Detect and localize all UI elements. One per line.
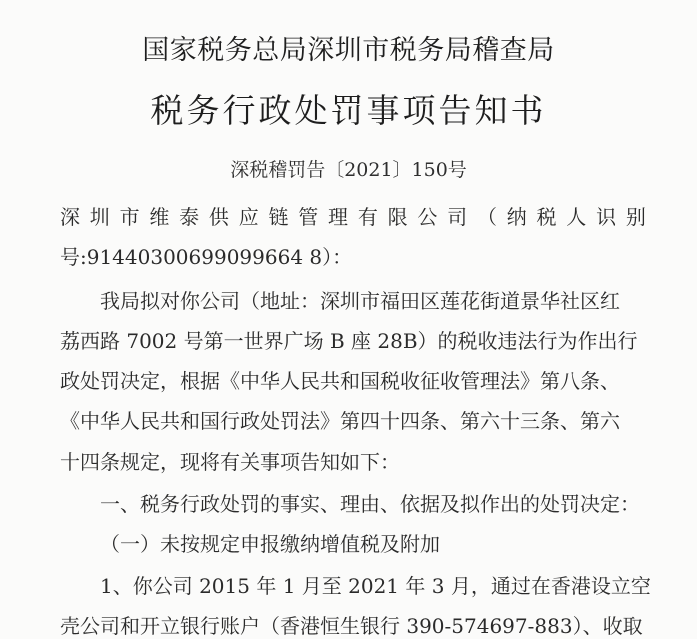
addressee-char: 维 xyxy=(149,205,170,229)
addressee-char: 圳 xyxy=(89,205,110,229)
addressee-char: （ xyxy=(476,205,497,229)
paragraph-line-1: 我局拟对你公司（地址：深圳市福田区莲花街道景华社区红 xyxy=(100,289,620,313)
addressee-char: 纳 xyxy=(506,205,527,229)
addressee-char: 应 xyxy=(238,205,259,229)
subsection-heading: （一）未按规定申报缴纳增值税及附加 xyxy=(100,532,440,556)
addressee-char: 识 xyxy=(596,205,617,229)
addressee-char: 管 xyxy=(298,205,319,229)
addressee-char: 深 xyxy=(60,205,80,229)
addressee-char: 链 xyxy=(268,205,289,229)
paragraph-line-2: 荔西路 7002 号第一世界广场 B 座 28B）的税收违法行为作出行 xyxy=(60,329,638,353)
addressee-char: 理 xyxy=(328,205,349,229)
addressee-char: 泰 xyxy=(179,205,200,229)
paragraph-line-5: 十四条规定，现将有关事项告知如下： xyxy=(60,450,400,474)
addressee-char: 税 xyxy=(536,205,557,229)
addressee-line-1 xyxy=(60,201,646,230)
addressee-char: 供 xyxy=(208,205,229,229)
addressee-char: 限 xyxy=(387,205,408,229)
addressee-char: 人 xyxy=(566,205,587,229)
addressee-char: 别 xyxy=(625,205,646,229)
item1-line-2: 壳公司和开立银行账户（香港恒生银行 390-574697-883）、收取 xyxy=(60,614,643,638)
addressee-char: 有 xyxy=(357,205,378,229)
issuing-agency-title: 国家税务总局深圳市税务局稽查局 xyxy=(142,35,555,66)
item1-line-1: 1、你公司 2015 年 1 月至 2021 年 3 月，通过在香港设立空 xyxy=(100,574,651,598)
paragraph-line-3: 政处罚决定，根据《中华人民共和国税收征收管理法》第八条、 xyxy=(60,369,620,393)
addressee-char: 公 xyxy=(417,205,438,229)
paragraph-line-4: 《中华人民共和国行政处罚法》第四十四条、第六十三条、第六 xyxy=(60,409,620,433)
addressee-line-2: 号:91440300699099664 8）： xyxy=(60,245,353,269)
addressee-char: 市 xyxy=(119,205,140,229)
section-heading: 一、税务行政处罚的事实、理由、依据及拟作出的处罚决定： xyxy=(100,492,640,516)
document-title: 税务行政处罚事项告知书 xyxy=(150,91,547,130)
document-number: 深税稽罚告〔2021〕150号 xyxy=(230,159,467,181)
addressee-char: 司 xyxy=(447,205,468,229)
